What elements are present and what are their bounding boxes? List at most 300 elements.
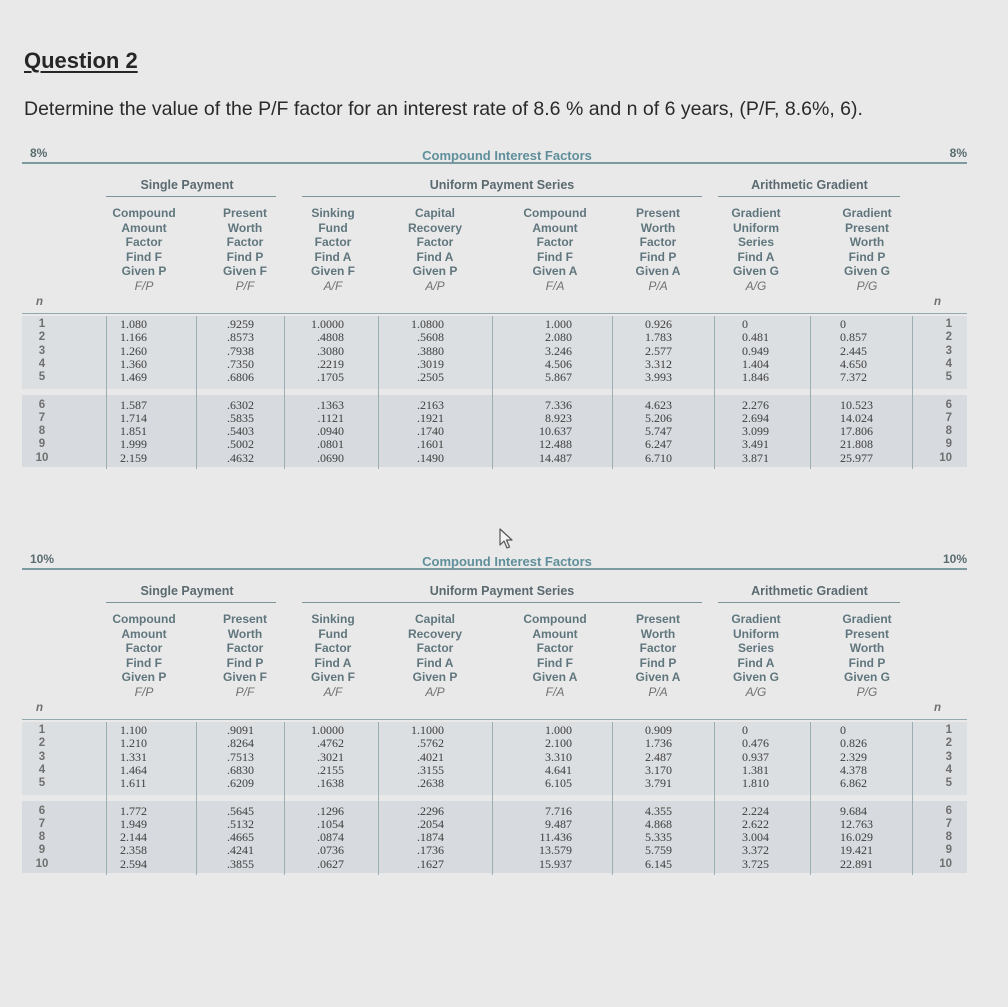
table-cell: 6.145 — [645, 856, 672, 871]
row-n: 4 — [38, 357, 46, 370]
table-cell: .1121 — [317, 410, 344, 425]
column-header-line: Sinking — [311, 206, 355, 220]
table-cell: 9.487 — [545, 816, 572, 831]
column-header-line: Worth — [640, 220, 676, 235]
table-cell: .0736 — [317, 843, 344, 858]
row-n-right: 4 — [945, 763, 952, 776]
table-cell: 4.650 — [840, 356, 867, 371]
table-cell: 1.0000 — [311, 723, 344, 737]
table-cell: 1.714 — [120, 410, 147, 425]
table-cell: .1490 — [417, 450, 444, 465]
table-cell: .3155 — [417, 762, 444, 777]
column-header-line: Factor — [226, 641, 264, 656]
column-header-line: Given G — [843, 264, 890, 279]
column-header — [200, 206, 290, 294]
column-header-line: Find P — [848, 655, 886, 670]
table-cell: .0801 — [317, 437, 344, 452]
row-n: 9 — [38, 844, 46, 857]
table-cell: .9259 — [227, 317, 254, 331]
table-cell: 1.210 — [120, 736, 147, 751]
table-cell: 6.105 — [545, 776, 572, 791]
table-cell: 2.100 — [545, 736, 572, 751]
table-cell: 1.772 — [120, 803, 147, 818]
row-n: 7 — [38, 817, 46, 830]
table-cell: .2054 — [417, 816, 444, 831]
table-cell: .6830 — [227, 762, 254, 777]
table-cell: 2.358 — [120, 843, 147, 858]
column-header-line: Present — [844, 626, 890, 641]
column-header-line: Find A — [314, 655, 352, 670]
column-header-line: Given A — [635, 264, 681, 279]
table-title: Compound Interest Factors — [422, 148, 592, 163]
table-cell: 1.0800 — [411, 317, 444, 331]
table-cell: 16.029 — [840, 830, 873, 845]
table-cell: .6806 — [227, 370, 254, 385]
row-n: 8 — [38, 425, 46, 438]
column-header-line: Compound — [112, 206, 176, 220]
column-header-line: Compound — [112, 612, 176, 626]
column-header-line: P/F — [235, 684, 255, 699]
table-cell: .1921 — [417, 410, 444, 425]
column-header-line: Given A — [635, 670, 681, 685]
table-cell: 1.404 — [742, 356, 769, 371]
table-cell: 8.923 — [545, 410, 572, 425]
column-header-line: P/F — [235, 278, 255, 293]
mouse-cursor-icon — [498, 528, 514, 550]
column-header-line: A/G — [745, 684, 767, 699]
table-cell: 1.260 — [120, 343, 147, 358]
column-header-line: Compound — [523, 612, 587, 626]
table-cell: 1.611 — [120, 776, 147, 791]
n-header: n — [36, 702, 44, 714]
column-header-line: Given P — [121, 670, 167, 685]
column-header-line: A/P — [425, 684, 445, 699]
column-header — [618, 612, 698, 700]
table-cell: 0 — [840, 317, 846, 331]
table-cell: 5.759 — [645, 843, 672, 858]
table-cell: .2505 — [417, 370, 444, 385]
table-cell: 0.481 — [742, 330, 769, 345]
table-cell: .0690 — [317, 450, 344, 465]
table-cell: .1296 — [317, 803, 344, 818]
table-cell: .1705 — [317, 370, 344, 385]
column-header-line: Recovery — [407, 626, 463, 641]
table-cell: 4.355 — [645, 803, 672, 818]
table-cell: 5.747 — [645, 424, 672, 439]
column-header-line: Factor — [314, 235, 352, 250]
row-n-right: 3 — [945, 750, 952, 763]
column-header-line: Capital — [414, 612, 455, 626]
table-cell: 2.144 — [120, 830, 147, 845]
row-n-right: 5 — [945, 777, 952, 790]
column-header — [618, 206, 698, 294]
row-n-right: 6 — [945, 398, 952, 411]
column-header-line: Find P — [226, 655, 264, 670]
group-uniform-payment-series: Uniform Payment Series — [429, 178, 575, 192]
table-cell: 7.336 — [545, 397, 572, 412]
table-cell: .1627 — [417, 856, 444, 871]
table-cell: 14.487 — [539, 450, 572, 465]
column-header-line: Factor — [639, 235, 677, 250]
column-header — [822, 612, 912, 700]
table-cell: .5608 — [417, 330, 444, 345]
table-cell: .6209 — [227, 776, 254, 791]
table-cell: .1601 — [417, 437, 444, 452]
column-header-line: Given F — [222, 670, 267, 685]
row-n-right: 9 — [945, 438, 952, 451]
row-n: 2 — [38, 737, 46, 750]
table-cell: .5762 — [417, 736, 444, 751]
table-cell: 1.464 — [120, 762, 147, 777]
table-cell: 25.977 — [840, 450, 873, 465]
table-cell: 3.791 — [645, 776, 672, 791]
table-cell: .7350 — [227, 356, 254, 371]
row-n-right: 7 — [945, 817, 952, 830]
column-header-line: Present — [222, 612, 268, 626]
column-header-line: Worth — [227, 626, 263, 641]
column-header-line: Amount — [532, 626, 578, 641]
table-cell: .3021 — [317, 749, 344, 764]
table-cell: .2155 — [317, 762, 344, 777]
row-n: 10 — [35, 857, 49, 870]
table-cell: 0.476 — [742, 736, 769, 751]
row-n-right: 1 — [945, 724, 952, 736]
table-cell: 10.523 — [840, 397, 873, 412]
interest-table-8 — [22, 146, 967, 526]
column-header — [716, 612, 796, 700]
group-arithmetic-gradient: Arithmetic Gradient — [751, 584, 868, 598]
table-cell: .4021 — [417, 749, 444, 764]
column-header-line: Present — [635, 612, 681, 626]
table-cell: .3855 — [227, 856, 254, 871]
table-cell: .1736 — [417, 843, 444, 858]
table-cell: .0874 — [317, 830, 344, 845]
row-n-right: 1 — [945, 318, 952, 330]
column-header-line: Present — [844, 220, 890, 235]
table-cell: .6302 — [227, 397, 254, 412]
table-cell: 3.170 — [645, 762, 672, 777]
table-cell: 19.421 — [840, 843, 873, 858]
column-header — [298, 206, 368, 294]
row-n-right: 8 — [945, 831, 952, 844]
column-header-line: P/A — [648, 278, 668, 293]
table-cell: 3.993 — [645, 370, 672, 385]
table-cell: 1.166 — [120, 330, 147, 345]
row-n: 5 — [38, 371, 46, 384]
table-cell: 9.684 — [840, 803, 867, 818]
table-cell: 0 — [742, 317, 748, 331]
table-cell: 14.024 — [840, 410, 873, 425]
table-cell: .3019 — [417, 356, 444, 371]
table-cell: 3.725 — [742, 856, 769, 871]
column-header-line: Factor — [125, 641, 163, 656]
table-cell: 15.937 — [539, 856, 572, 871]
row-n: 3 — [38, 344, 46, 357]
table-cell: .1054 — [317, 816, 344, 831]
table-cell: .3880 — [417, 343, 444, 358]
table-cell: 2.329 — [840, 749, 867, 764]
table-cell: .5645 — [227, 803, 254, 818]
group-single-payment: Single Payment — [140, 584, 234, 598]
column-header-line: Factor — [639, 641, 677, 656]
column-header-line: Factor — [536, 235, 574, 250]
row-n-right: 5 — [945, 371, 952, 384]
table-cell: 6.862 — [840, 776, 867, 791]
table-cell: 0.926 — [645, 317, 672, 331]
column-header-line: A/P — [425, 278, 445, 293]
table-cell: 1.100 — [120, 723, 147, 737]
table-cell: 22.891 — [840, 856, 873, 871]
column-header-line: Find A — [737, 249, 775, 264]
table-cell: 1.1000 — [411, 723, 444, 737]
table-cell: 0.937 — [742, 749, 769, 764]
table-cell: 0 — [840, 723, 846, 737]
table-cell: 4.378 — [840, 762, 867, 777]
table-cell: .2163 — [417, 397, 444, 412]
column-header-line: Factor — [416, 235, 454, 250]
column-header-line: P/G — [856, 278, 878, 293]
table-cell: .4762 — [317, 736, 344, 751]
table-cell: 2.224 — [742, 803, 769, 818]
group-arithmetic-gradient: Arithmetic Gradient — [751, 178, 868, 192]
column-header-line: F/A — [545, 684, 565, 699]
column-header — [716, 206, 796, 294]
table-cell: 3.099 — [742, 424, 769, 439]
table-cell: .5132 — [227, 816, 254, 831]
column-header-line: Find P — [639, 655, 677, 670]
table-cell: 2.577 — [645, 343, 672, 358]
table-cell: 1.469 — [120, 370, 147, 385]
table-cell: 3.246 — [545, 343, 572, 358]
column-header-line: Find F — [537, 655, 573, 670]
table-cell: .3080 — [317, 343, 344, 358]
column-header — [400, 612, 470, 700]
column-header-line: Uniform — [733, 220, 779, 235]
group-single-payment: Single Payment — [140, 178, 234, 192]
column-header-line: Gradient — [731, 612, 781, 626]
row-n: 7 — [38, 411, 46, 424]
column-header-line: F/P — [134, 684, 154, 699]
n-header: n — [36, 296, 44, 308]
table-cell: 3.491 — [742, 437, 769, 452]
table-cell: .7513 — [227, 749, 254, 764]
row-n-right: 10 — [939, 451, 952, 464]
table-cell: 4.641 — [545, 762, 572, 777]
row-n: 6 — [38, 398, 46, 411]
n-header-right: n — [934, 296, 942, 308]
table-cell: .0940 — [317, 424, 344, 439]
question-text: Determine the value of the P/F factor for an interest rate of 8.6 % and n of 6 years, (P/F, 8.6%, 6). — [24, 98, 863, 120]
column-header-line: Gradient — [842, 612, 892, 626]
row-n: 4 — [38, 763, 46, 776]
row-n: 3 — [38, 750, 46, 763]
table-cell: 1.080 — [120, 317, 147, 331]
table-cell: 6.710 — [645, 450, 672, 465]
row-n: 2 — [38, 331, 46, 344]
column-header — [298, 612, 368, 700]
column-header — [94, 612, 194, 700]
table-cell: 1.0000 — [311, 317, 344, 331]
table-cell: 0 — [742, 723, 748, 737]
column-header-line: Fund — [318, 220, 348, 235]
table-cell: 0.949 — [742, 343, 769, 358]
table-cell: 0.857 — [840, 330, 867, 345]
row-n: 1 — [38, 724, 46, 736]
table-cell: 1.736 — [645, 736, 672, 751]
column-header-line: Fund — [318, 626, 348, 641]
table-cell: .7938 — [227, 343, 254, 358]
column-header-line: Gradient — [842, 206, 892, 220]
column-header — [500, 612, 610, 700]
row-n: 8 — [38, 831, 46, 844]
table-cell: 2.159 — [120, 450, 147, 465]
column-header-line: Given F — [222, 264, 267, 279]
rate-label-right: 8% — [949, 146, 967, 160]
table-cell: 1.331 — [120, 749, 147, 764]
table-cell: 1.949 — [120, 816, 147, 831]
table-cell: .1740 — [417, 424, 444, 439]
table-cell: 1.846 — [742, 370, 769, 385]
row-n: 1 — [38, 318, 46, 330]
table-cell: 10.637 — [539, 424, 572, 439]
table-cell: 3.310 — [545, 749, 572, 764]
column-header — [200, 612, 290, 700]
group-uniform-payment-series: Uniform Payment Series — [429, 584, 575, 598]
table-cell: 1.360 — [120, 356, 147, 371]
column-header-line: Compound — [523, 206, 587, 220]
table-cell: 4.623 — [645, 397, 672, 412]
table-cell: 7.372 — [840, 370, 867, 385]
table-cell: .5403 — [227, 424, 254, 439]
table-cell: 12.763 — [840, 816, 873, 831]
column-header-line: A/G — [745, 278, 767, 293]
column-header-line: Uniform — [733, 626, 779, 641]
table-cell: .2219 — [317, 356, 344, 371]
rate-label: 8% — [30, 146, 48, 160]
column-header-line: Factor — [314, 641, 352, 656]
row-n-right: 10 — [939, 857, 952, 870]
table-cell: 2.622 — [742, 816, 769, 831]
column-header-line: Given G — [732, 670, 779, 685]
table-cell: 2.445 — [840, 343, 867, 358]
column-header-line: Amount — [121, 626, 167, 641]
table-cell: 1.000 — [545, 317, 572, 331]
table-cell: 5.867 — [545, 370, 572, 385]
column-header-line: Factor — [226, 235, 264, 250]
column-header-line: Series — [737, 235, 775, 250]
column-header-line: Capital — [414, 206, 455, 220]
table-cell: 4.506 — [545, 356, 572, 371]
table-cell: .2638 — [417, 776, 444, 791]
table-cell: 3.871 — [742, 450, 769, 465]
column-header-line: Worth — [849, 235, 885, 250]
column-header-line: Gradient — [731, 206, 781, 220]
table-cell: 12.488 — [539, 437, 572, 452]
column-header-line: Given A — [532, 670, 578, 685]
row-n: 5 — [38, 777, 46, 790]
table-cell: .4241 — [227, 843, 254, 858]
table-cell: 11.436 — [539, 830, 572, 845]
table-cell: 2.694 — [742, 410, 769, 425]
column-header-line: Given P — [412, 264, 458, 279]
column-header-line: Factor — [536, 641, 574, 656]
row-n: 9 — [38, 438, 46, 451]
table-cell: 5.335 — [645, 830, 672, 845]
column-header-line: Find A — [737, 655, 775, 670]
question-title: Question 2 — [24, 48, 138, 73]
column-header-line: Amount — [532, 220, 578, 235]
column-header-line: Factor — [416, 641, 454, 656]
table-cell: 3.312 — [645, 356, 672, 371]
column-header-line: Given A — [532, 264, 578, 279]
table-cell: .2296 — [417, 803, 444, 818]
row-n-right: 6 — [945, 804, 952, 817]
table-cell: 0.909 — [645, 723, 672, 737]
column-header-line: F/P — [134, 278, 154, 293]
table-cell: 2.080 — [545, 330, 572, 345]
column-header-line: Factor — [125, 235, 163, 250]
row-n-right: 7 — [945, 411, 952, 424]
table-cell: 1.587 — [120, 397, 147, 412]
column-header-line: Given P — [412, 670, 458, 685]
table-cell: 1.810 — [742, 776, 769, 791]
table-cell: .9091 — [227, 723, 254, 737]
table-cell: 2.487 — [645, 749, 672, 764]
table-cell: 6.247 — [645, 437, 672, 452]
table-cell: .8264 — [227, 736, 254, 751]
table-title: Compound Interest Factors — [422, 554, 592, 569]
column-header-line: Recovery — [407, 220, 463, 235]
table-cell: .1363 — [317, 397, 344, 412]
n-header-right: n — [934, 702, 942, 714]
column-header-line: Find A — [314, 249, 352, 264]
table-cell: .1638 — [317, 776, 344, 791]
table-cell: 3.004 — [742, 830, 769, 845]
column-header-line: A/F — [323, 278, 343, 293]
table-cell: 4.868 — [645, 816, 672, 831]
table-cell: .1874 — [417, 830, 444, 845]
column-header-line: Find F — [126, 249, 162, 264]
column-header-line: Sinking — [311, 612, 355, 626]
column-header — [500, 206, 610, 294]
column-header-line: Present — [222, 206, 268, 220]
column-header-line: Worth — [640, 626, 676, 641]
rate-label: 10% — [30, 552, 55, 566]
interest-table-10 — [22, 552, 967, 937]
table-cell: 2.276 — [742, 397, 769, 412]
table-cell: .4665 — [227, 830, 254, 845]
column-header-line: Given G — [732, 264, 779, 279]
table-cell: 13.579 — [539, 843, 572, 858]
table-cell: 17.806 — [840, 424, 873, 439]
table-cell: .0627 — [317, 856, 344, 871]
column-header-line: P/A — [648, 684, 668, 699]
column-header-line: P/G — [856, 684, 878, 699]
column-header-line: Amount — [121, 220, 167, 235]
column-header — [94, 206, 194, 294]
row-n-right: 9 — [945, 844, 952, 857]
row-n: 10 — [35, 451, 49, 464]
table-cell: .4632 — [227, 450, 254, 465]
row-n-right: 2 — [945, 331, 952, 344]
table-cell: 2.594 — [120, 856, 147, 871]
column-header-line: Find F — [537, 249, 573, 264]
table-cell: 5.206 — [645, 410, 672, 425]
table-cell: .8573 — [227, 330, 254, 345]
table-cell: 0.826 — [840, 736, 867, 751]
row-n-right: 3 — [945, 344, 952, 357]
column-header-line: Given G — [843, 670, 890, 685]
